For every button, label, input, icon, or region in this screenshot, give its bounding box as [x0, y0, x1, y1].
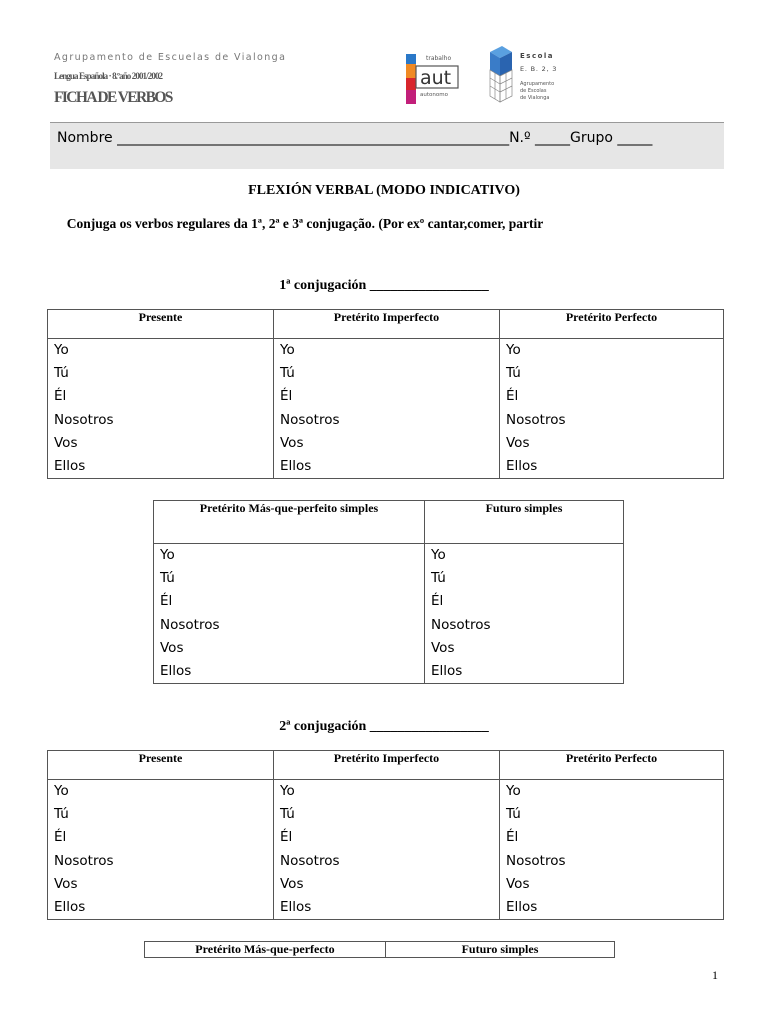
pronoun-label: Él — [280, 829, 293, 846]
instruction-text: Conjuga os verbos regulares da 1ª, 2ª e 3ª conjugação. (Por exº cantar,comer, partir — [66, 216, 544, 231]
pronoun-label: Tú — [280, 365, 295, 382]
logo1-bottom-text: autonomo — [420, 92, 448, 98]
logo2-line3-text: de Vialonga — [520, 95, 550, 101]
pronoun-label: Tú — [431, 570, 446, 587]
pronoun-label: Yo — [280, 342, 295, 358]
pronoun-label: Yo — [280, 783, 295, 799]
student-name-number-group-field[interactable]: Nombre ________________________________________________________N.º _____Grupo _____ — [57, 130, 653, 146]
pronoun-label: Él — [54, 388, 67, 405]
section-1-heading: 1ª conjugación _________________ — [279, 278, 489, 293]
section-1-table-a — [47, 309, 724, 479]
pronoun-label: Ellos — [506, 899, 538, 916]
pronoun-label: Tú — [280, 806, 295, 823]
pronoun-label: Vos — [506, 875, 530, 892]
school-name: Agrupamento de Escuelas de Vialonga — [54, 52, 287, 63]
pronoun-label: Vos — [280, 434, 304, 451]
section-1-table-b — [153, 500, 624, 684]
conjugation-cell[interactable] — [154, 544, 425, 684]
pronoun-label: Nosotros — [280, 411, 340, 428]
tense-header: Pretérito Más-que-perfecto — [145, 942, 386, 958]
pronoun-label: Ellos — [280, 899, 312, 916]
pronoun-label: Nosotros — [54, 852, 114, 869]
pronoun-label: Él — [54, 829, 67, 846]
pronoun-label: Vos — [431, 639, 455, 656]
page-number: 1 — [712, 968, 718, 982]
main-title: FLEXIÓN VERBAL (MODO INDICATIVO) — [248, 183, 520, 198]
tense-header: Pretérito Imperfecto — [274, 751, 500, 780]
pronoun-label: Tú — [54, 365, 69, 382]
tense-header: Pretérito Perfecto — [500, 751, 724, 780]
pronoun-label: Nosotros — [280, 852, 340, 869]
pronoun-label: Él — [160, 593, 173, 610]
student-info-box — [50, 122, 724, 169]
pronoun-label: Tú — [506, 365, 521, 382]
pronoun-label: Tú — [506, 806, 521, 823]
pronoun-label: Ellos — [280, 458, 312, 475]
logo2-school-text: Escola — [520, 52, 555, 60]
conjugation-cell[interactable] — [500, 339, 724, 479]
pronoun-label: Vos — [54, 434, 78, 451]
tense-header: Futuro simples — [425, 501, 624, 544]
tense-header: Pretérito Perfecto — [500, 310, 724, 339]
pronoun-label: Ellos — [54, 458, 86, 475]
section-2-table-a — [47, 750, 724, 920]
conjugation-cell[interactable] — [48, 780, 274, 920]
pronoun-label: Tú — [160, 570, 175, 587]
tense-header: Futuro simples — [386, 942, 615, 958]
escola-eb23-logo — [486, 44, 576, 108]
section-2-table-b — [144, 941, 615, 958]
conjugation-cell[interactable] — [500, 780, 724, 920]
pronoun-label: Vos — [160, 639, 184, 656]
pronoun-label: Ellos — [506, 458, 538, 475]
pronoun-label: Ellos — [54, 899, 86, 916]
pronoun-label: Yo — [54, 342, 69, 358]
pronoun-label: Vos — [280, 875, 304, 892]
pronoun-label: Ellos — [431, 663, 463, 680]
logo1-main-text: aut — [420, 67, 452, 89]
pronoun-label: Él — [431, 593, 444, 610]
pronoun-label: Él — [506, 829, 519, 846]
conjugation-cell[interactable] — [425, 544, 624, 684]
pronoun-label: Yo — [431, 547, 446, 563]
section-2-heading: 2ª conjugación _________________ — [279, 719, 489, 734]
pronoun-label: Nosotros — [160, 616, 220, 633]
conjugation-cell[interactable] — [48, 339, 274, 479]
tense-header: Pretérito Más-que-perfeito simples — [154, 501, 425, 544]
tense-header: Pretérito Imperfecto — [274, 310, 500, 339]
pronoun-label: Tú — [54, 806, 69, 823]
sheet-title: FICHA DE VERBOS — [54, 89, 172, 106]
subject-line: Lengua Española · 8.ºaño 2001/2002 — [54, 71, 163, 81]
pronoun-label: Nosotros — [54, 411, 114, 428]
logo2-level-text: E. B. 2, 3 — [520, 65, 558, 73]
logo2-line1-text: Agrupamento — [520, 81, 555, 87]
pronoun-label: Ellos — [160, 663, 192, 680]
pronoun-label: Nosotros — [431, 616, 491, 633]
pronoun-label: Vos — [54, 875, 78, 892]
pronoun-label: Él — [506, 388, 519, 405]
tense-header: Presente — [48, 751, 274, 780]
pronoun-label: Yo — [160, 547, 175, 563]
pronoun-label: Yo — [506, 342, 521, 358]
conjugation-cell[interactable] — [274, 339, 500, 479]
logo1-top-text: trabalho — [426, 55, 452, 62]
pronoun-label: Nosotros — [506, 852, 566, 869]
pronoun-label: Vos — [506, 434, 530, 451]
logo2-line2-text: de Escolas — [520, 88, 547, 94]
pronoun-label: Nosotros — [506, 411, 566, 428]
pronoun-label: Yo — [506, 783, 521, 799]
pronoun-label: Él — [280, 388, 293, 405]
trabalho-autonomo-logo — [404, 50, 466, 108]
pronoun-label: Yo — [54, 783, 69, 799]
conjugation-cell[interactable] — [274, 780, 500, 920]
tense-header: Presente — [48, 310, 274, 339]
